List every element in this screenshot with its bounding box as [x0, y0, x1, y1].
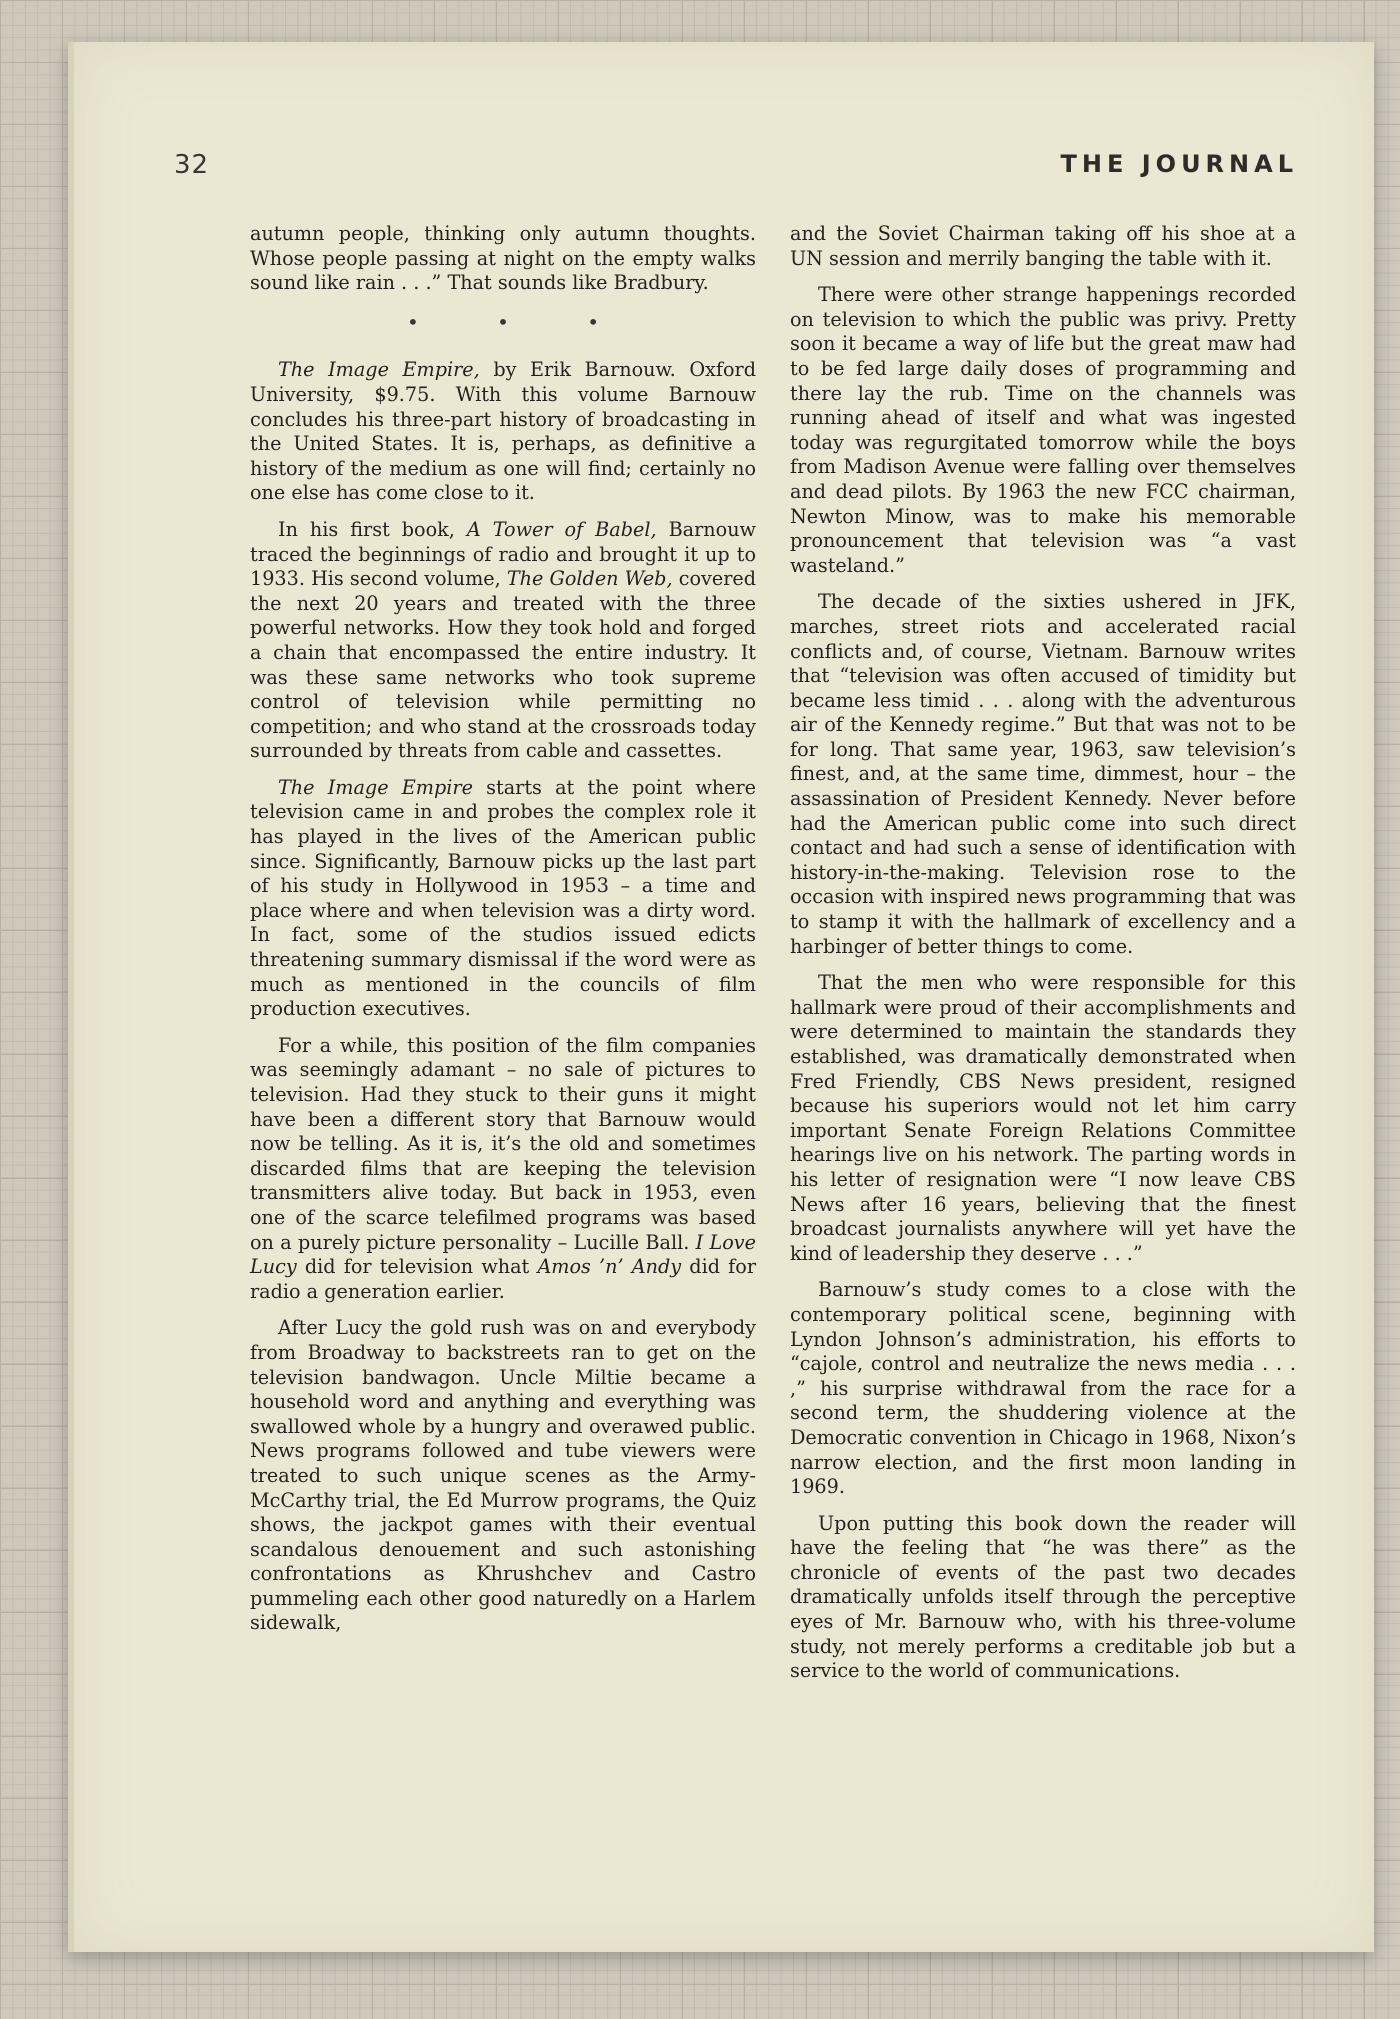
paragraph-text: Barnouw traced the beginnings of radio and brought it up to 1933. His second volume, — [250, 517, 756, 591]
paragraph: Barnouw’s study comes to a close with the contemporary political scene, beginning with Lyndon Johnson’s administration, his efforts to “cajole, control and neutralize the news media . . . ,” his surprise withdrawal from the race for a second term, the shuddering violence at the Democratic convention in Chicago in 1968, Nixon’s narrow election, and the first moon landing in 1969. — [790, 1278, 1296, 1499]
page-header — [174, 150, 1298, 186]
show-title: Amos ’n’ Andy — [537, 1255, 682, 1279]
paragraph: The decade of the sixties ushered in JFK, marches, street riots and accelerated racial conflicts and, of course, Vietnam. Barnouw writes that “television was often accused of timidity but became less timid . . . along with the adventurous air of the Kennedy regime.” But that was not to be for long. That same year, 1963, saw television’s finest, and, at the same time, dimmest, hour – the assassination of President Kennedy. Never before had the American public come into such direct contact and had such a sense of identification with history-in-the-making. Television rose to the occasion with inspired news programming that was to stamp it with the hallmark of excellency and a harbinger of better things to come. — [790, 590, 1296, 958]
running-title: THE JOURNAL — [1060, 150, 1298, 178]
paragraph-text: For a while, this position of the film companies was seemingly adamant – no sale of pictures to television. Had they stuck to their guns it might have been a different story that Barnouw would now be telling. As it is, it’s the old and sometimes discarded films that are keeping the television transmitters alive today. But back in 1953, even one of the scarce telefilmed programs was based on a purely picture personality – Lucille Ball. — [250, 1033, 756, 1254]
paragraph — [250, 518, 756, 764]
paragraph-text: did for television what — [296, 1255, 538, 1279]
left-column — [250, 222, 756, 1648]
right-column — [790, 222, 1296, 1696]
paragraph-text: starts at the point where television came in and probes the complex role it has played in the lives of the American public since. Significantly, Barnouw picks up the last part of his study in Hollywood in 1953 – a time and place where and when television was a dirty word. In fact, some of the studios issued edicts threatening summary dismissal if the word were as much as mentioned in the councils of film production executives. — [250, 775, 756, 1021]
paragraph — [250, 1034, 756, 1305]
paragraph: After Lucy the gold rush was on and everybody from Broadway to backstreets ran to get on the television bandwagon. Uncle Miltie became a household word and anything and everything was swallowed whole by a hungry and overawed public. News programs followed and tube viewers were treated to such unique scenes as the Army-McCarthy trial, the Ed Murrow programs, the Quiz shows, the jackpot games with their eventual scandalous denouement and such astonishing confrontations as Khrushchev and Castro pummeling each other good naturedly on a Harlem sidewalk, — [250, 1316, 756, 1635]
paragraph: That the men who were responsible for this hallmark were proud of their accomplishments and were determined to maintain the standards they established, was dramatically demonstrated when Fred Friendly, CBS News president, resigned because his superiors would not let him carry important Senate Foreign Relations Committee hearings live on his network. The parting words in his letter of resignation were “I now leave CBS News after 16 years, believing that the finest broadcast journalists anywhere will yet have the kind of leadership they deserve . . .” — [790, 971, 1296, 1265]
show-title: I Love Lucy — [250, 1230, 756, 1279]
paragraph — [250, 358, 756, 506]
book-title: The Golden Web, — [506, 567, 673, 591]
paragraph: autumn people, thinking only autumn thoughts. Whose people passing at night on the empty walks sound like rain . . .” That sounds like Bradbury. — [250, 222, 756, 295]
paragraph-text: did for radio a generation earlier. — [250, 1255, 756, 1303]
section-separator: • • • — [406, 309, 636, 334]
page-number: 32 — [174, 150, 210, 180]
paragraph: and the Soviet Chairman taking off his shoe at a UN session and merrily banging the table with it. — [790, 222, 1296, 270]
paragraph-text: In his first book, — [278, 517, 467, 541]
book-title: The Image Empire, — [278, 358, 480, 382]
paragraph: There were other strange happenings recorded on television to which the public was privy. Pretty soon it became a way of life but the great maw had to be fed large daily doses of programming and there lay the rub. Time on the channels was running ahead of itself and what was ingested today was regurgitated tomorrow while the boys from Madison Avenue were falling over themselves and dead pilots. By 1963 the new FCC chairman, Newton Minow, was to make his memorable pronouncement that television was “a vast wasteland.” — [790, 283, 1296, 577]
paragraph-text: covered the next 20 years and treated with the three powerful networks. How they took hold and forged a chain that encompassed the entire industry. It was these same networks who took supreme control of television while permitting no competition; and who stand at the crossroads today surrounded by threats from cable and cassettes. — [250, 567, 757, 763]
book-title: The Image Empire — [278, 775, 473, 799]
paragraph-text: by Erik Barnouw. Oxford University, $9.75. With this volume Barnouw concludes his three-part history of broadcasting in the United States. It is, perhaps, as definitive a history of the medium as one will find; certainly no one else has come close to it. — [250, 358, 756, 505]
paragraph — [250, 776, 756, 1022]
paragraph: Upon putting this book down the reader will have the feeling that “he was there” as the chronicle of events of the past two decades dramatically unfolds itself through the perceptive eyes of Mr. Barnouw who, with his three-volume study, not merely performs a creditable job but a service to the world of communications. — [790, 1511, 1296, 1683]
book-title: A Tower of Babel, — [466, 517, 657, 541]
